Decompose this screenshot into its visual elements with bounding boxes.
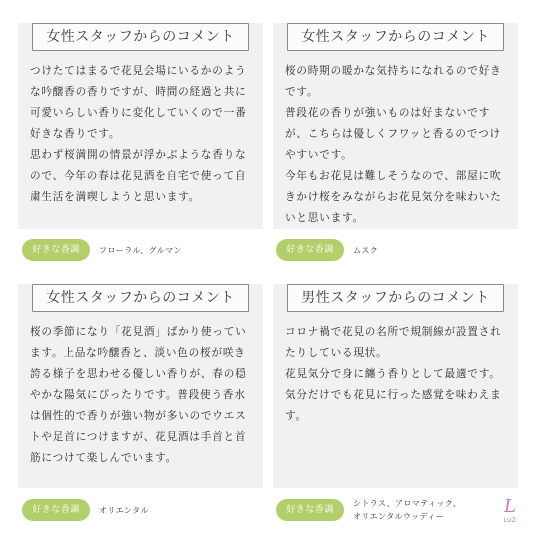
favorite-tone-badge: 好きな香調 <box>22 499 90 521</box>
card-title: 女性スタッフからのコメント <box>32 23 249 51</box>
favorite-tone-row-1 <box>22 238 182 262</box>
comment-text <box>30 61 251 208</box>
comment-card-4 <box>273 284 518 488</box>
comment-paragraph: コロナ禍で花見の名所で規制線が設置されたりしている現状。 <box>285 326 502 359</box>
favorite-tone-badge: 好きな香調 <box>276 499 344 521</box>
favorite-tone-badge: 好きな香調 <box>22 239 90 261</box>
favorite-tone-row-2 <box>276 238 378 262</box>
card-title: 女性スタッフからのコメント <box>287 23 504 51</box>
card-title: 女性スタッフからのコメント <box>32 284 249 312</box>
comment-card-2 <box>273 23 518 229</box>
comment-paragraph: 花見気分で身に纏う香りとして最適です。 <box>285 368 501 380</box>
comment-text <box>285 61 506 229</box>
comment-paragraph: 桜の時期の暖かな気持ちになれるので好きです。 <box>285 65 502 98</box>
favorite-tone-value: ムスク <box>353 245 379 255</box>
comment-paragraph: 気分だけでも花見に行った感覚を味わえます。 <box>285 389 502 422</box>
comment-paragraph: つけたてはまるで花見会場にいるかのような吟醸香の香りですが、時間の経過と共に可愛いらしい香りに変化していくので一番好きな香りです。 <box>30 65 247 140</box>
favorite-tone-value: フローラル、グルマン <box>99 245 182 255</box>
comment-paragraph: 普段花の香りが強いものは好まないですが、こちらは優しくフワッと香るのでつけやすいです。 <box>285 107 501 161</box>
comment-paragraph: 桜の季節になり「花見酒」ばかり使っています。上品な吟醸香と、淡い色の桜が咲き誇る様子を思わせる優しい香りが、春の穏やかな陽気にぴったりです。普段使う香水は個性的で香りが強い物が多いのでウエストや足首につけますが、花見酒は手首と首筋につけて楽しんでいます。 <box>30 326 247 464</box>
card-title: 男性スタッフからのコメント <box>287 284 504 312</box>
favorite-tone-row-3 <box>22 498 149 522</box>
comment-text <box>30 322 251 469</box>
favorite-tone-value: オリエンタル <box>99 505 149 515</box>
comment-card-3 <box>18 284 263 488</box>
logo-mark: L <box>504 496 516 517</box>
comment-card-1 <box>18 23 263 229</box>
comment-text <box>285 322 506 427</box>
favorite-tone-badge: 好きな香調 <box>276 239 344 261</box>
comment-paragraph: 今年もお花見は難しそうなので、部屋に吹きかけ桜をみながらお花見気分を味わいたいと思います。 <box>285 170 502 224</box>
logo-text: LUZ <box>503 517 517 524</box>
favorite-tone-value: シトラス、アロマティック、 オリエンタルウッディー <box>353 499 462 521</box>
comment-paragraph: 思わず桜満開の情景が浮かぶような香りなので、今年の春は花見酒を自宅で使って自粛生活を満喫しようと思います。 <box>30 149 247 203</box>
favorite-tone-row-4 <box>276 498 461 522</box>
luz-logo <box>499 497 521 531</box>
